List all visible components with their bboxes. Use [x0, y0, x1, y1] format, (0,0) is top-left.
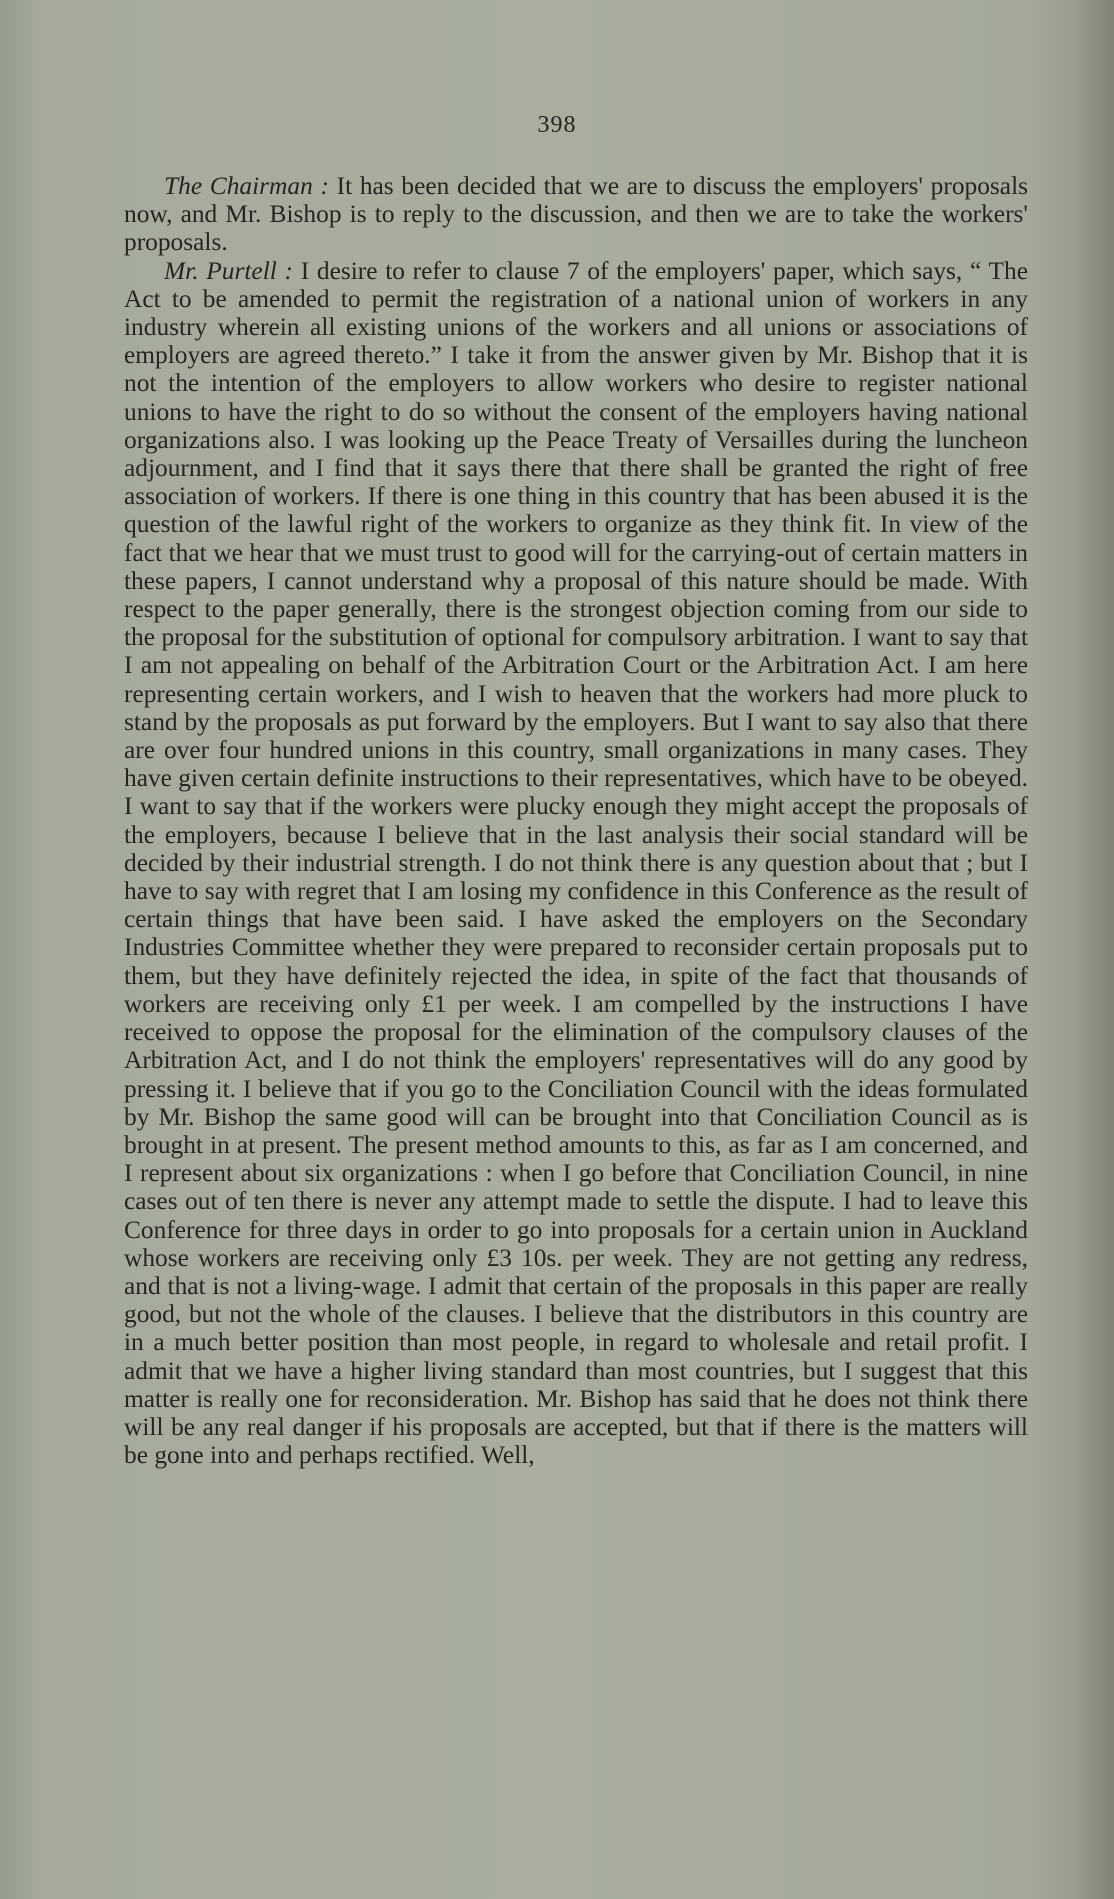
body-text [124, 172, 1028, 1469]
paragraph-text: It has been decided that we are to discuss the employers' proposals now, and Mr. Bishop is to reply to the discussion, and then we are to take the workers' proposals. [124, 172, 1028, 257]
paragraph-purtell [124, 257, 1028, 1470]
page-number: 398 [537, 112, 577, 138]
paragraph-text: I desire to refer to clause 7 of the employers' paper, which says, “ The Act to be amended to permit the registration of a national union of workers in any industry wherein all existing unions of the workers and all unions or associations of employers are agreed thereto.” I take it from the answer given by Mr. Bishop that it is not the intention of the employers to allow workers who desire to register national unions to have the right to do so without the consent of the employers having national organizations also. I was looking up the Peace Treaty of Versailles during the luncheon adjournment, and I find that it says there that there shall be granted the right of free association of workers. If there is one thing in this country that has been abused it is the question of the lawful right of the workers to organize as they think fit. In view of the fact that we hear that we must trust to good will for the carrying-out of certain matters in these papers, I cannot understand why a proposal of this nature should be made. With respect to the paper generally, there is the strongest objection coming from our side to the proposal for the substitution of optional for compulsory arbitration. I want to say that I am not appealing on behalf of the Arbitration Court or the Arbitration Act. I am here representing certain workers, and I wish to heaven that the workers had more pluck to stand by the proposals as put forward by the employers. But I want to say also that there are over four hundred unions in this country, small organizations in many cases. They have given certain definite instructions to their representatives, which have to be obeyed. I want to say that if the workers were plucky enough they might accept the proposals of the employers, because I believe that in the last analysis their social standard will be decided by their industrial strength. I do not think there is any question about that ; but I have to say with regret that I am losing my confidence in this Conference as the result of certain things that have been said. I have asked the employers on the Secondary Industries Committee whether they were prepared to reconsider certain proposals put to them, but they have definitely rejected the idea, in spite of the fact that thousands of workers are receiving only £1 per week. I am compelled by the instructions I have received to oppose the proposal for the elimination of the compulsory clauses of the Arbitration Act, and I do not think the employers' representatives will do any good by pressing it. I believe that if you go to the Conciliation Council with the ideas formulated by Mr. Bishop the same good will can be brought into that Conciliation Council as is brought in at present. The present method amounts to this, as far as I am concerned, and I represent about six organizations : when I go before that Conciliation Council, in nine cases out of ten there is never any attempt made to settle the dispute. I had to leave this Conference for three days in order to go into proposals for a certain union in Auckland whose workers are receiving only £3 10s. per week. They are not getting any redress, and that is not a living-wage. I admit that certain of the proposals in this paper are really good, but not the whole of the clauses. I believe that the distributors in this country are in a much better position than most people, in regard to wholesale and retail profit. I admit that we have a higher living standard than most countries, but I suggest that this matter is really one for reconsideration. Mr. Bishop has said that he does not think there will be any real danger if his proposals are accepted, but that if there is the matters will be gone into and perhaps rectified. Well, [124, 256, 1028, 1470]
speaker-label: The Chairman : [164, 172, 329, 200]
page-edge-shadow [1074, 0, 1114, 1899]
paragraph-chairman [124, 172, 1028, 257]
speaker-label: Mr. Purtell : [164, 256, 293, 285]
